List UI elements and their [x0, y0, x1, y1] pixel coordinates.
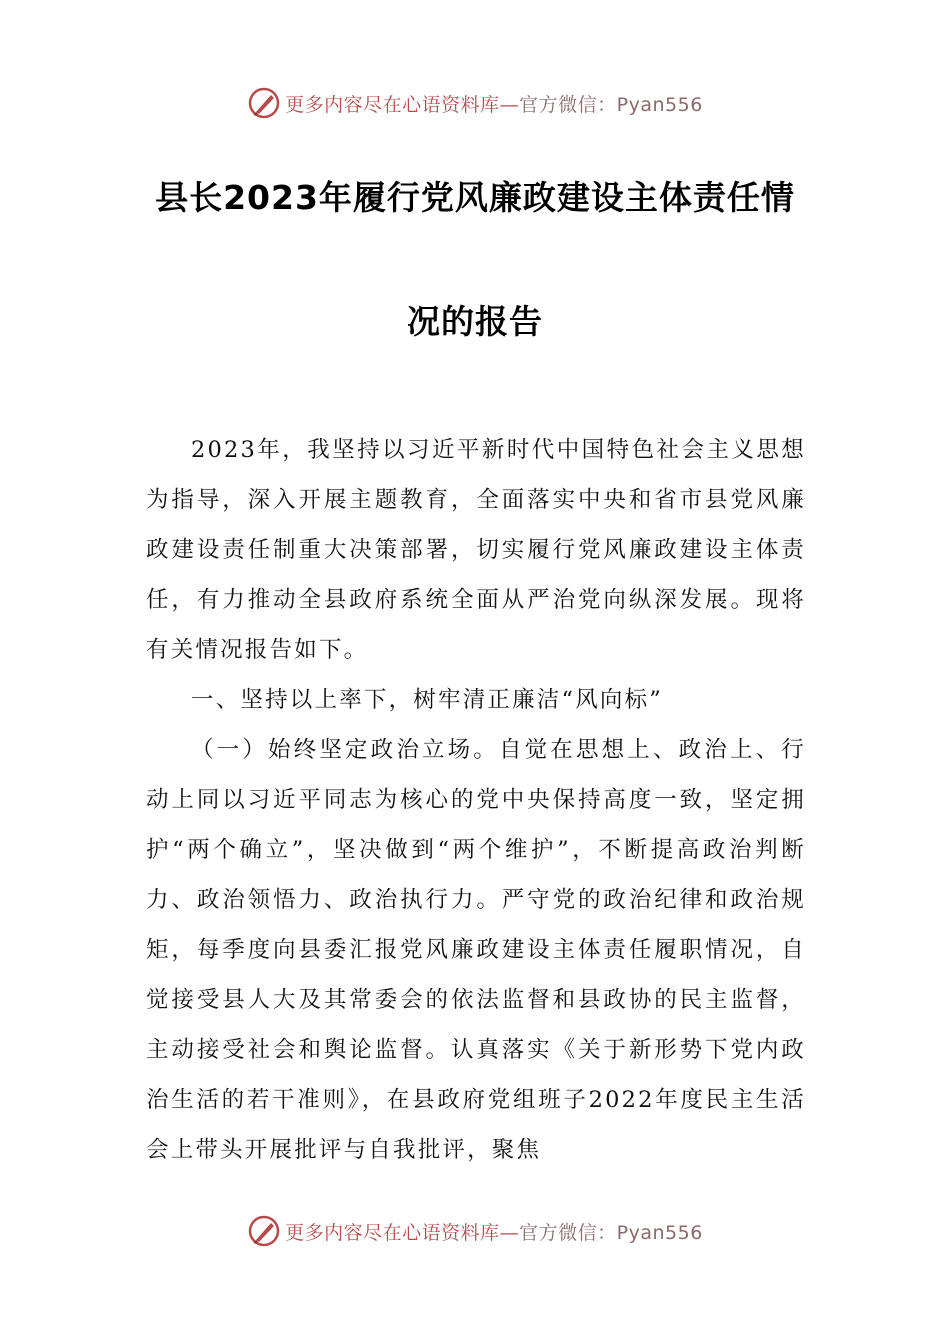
banner-library-text: 更多内容尽在心语资料库 [285, 93, 500, 116]
header-banner [0, 83, 950, 123]
banner-text [285, 1218, 703, 1245]
banner-dash: — [499, 93, 520, 116]
paragraph-1-1: （一）始终坚定政治立场。自觉在思想上、政治上、行动上同以习近平同志为核心的党中央保持高度一致，坚定拥护“两个确立”，坚决做到“两个维护”，不断提高政治判断力、政治领悟力、政治执行力。严守党的政治纪律和政治规矩，每季度向县委汇报党风廉政建设主体责任履职情况，自觉接受县人大及其常委会的依法监督和县政协的民主监督，主动接受社会和舆论监督。认真落实《关于新形势下党内政治生活的若干准则》，在县政府党组班子2022年度民主生活会上带头开展批评与自我批评，聚焦 [146, 737, 806, 1163]
banner-wechat-text: 官方微信：Pyan556 [519, 1221, 703, 1244]
banner-library-text: 更多内容尽在心语资料库 [285, 1221, 500, 1244]
page-title-line-2: 况的报告 [407, 302, 543, 341]
page-title-line-1: 县长2023年履行党风廉政建设主体责任情 [155, 178, 795, 217]
banner-dash: — [499, 1221, 520, 1244]
banner-wechat-text: 官方微信：Pyan556 [519, 93, 703, 116]
footer-banner [0, 1211, 950, 1251]
pen-logo-icon [247, 1214, 281, 1248]
pen-logo-icon [247, 86, 281, 120]
document-body [146, 425, 806, 1175]
section-heading-1: 一、坚持以上率下，树牢清正廉洁“风向标” [191, 687, 664, 713]
banner-text [285, 90, 703, 117]
paragraph-intro: 2023年，我坚持以习近平新时代中国特色社会主义思想为指导，深入开展主题教育，全面落实中央和省市县党风廉政建设责任制重大决策部署，切实履行党风廉政建设主体责任，有力推动全县政府系统全面从严治党向纵深发展。现将有关情况报告如下。 [146, 437, 806, 663]
